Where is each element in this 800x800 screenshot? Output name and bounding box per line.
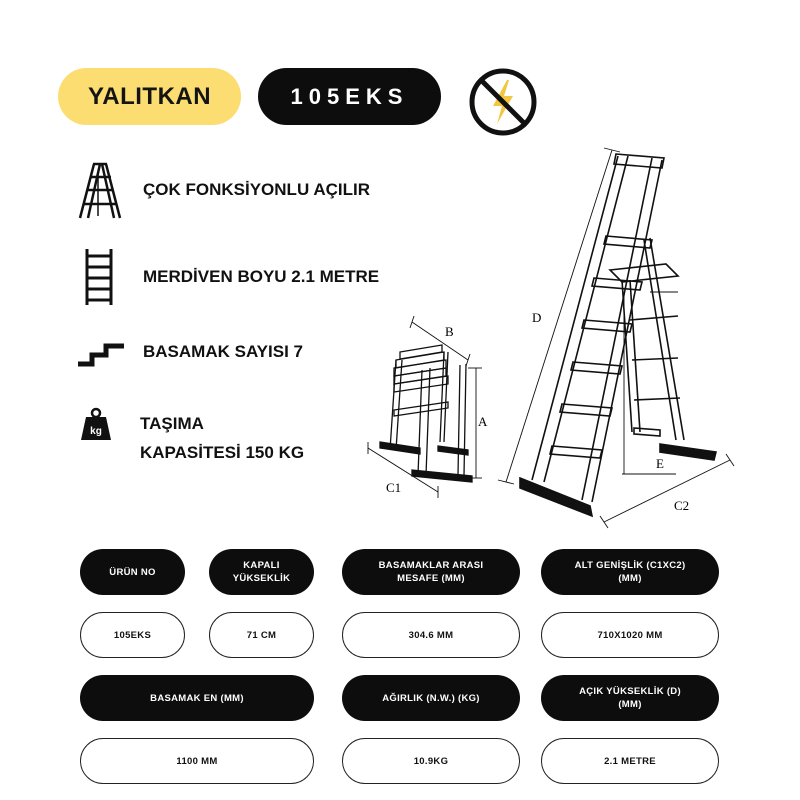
spec-header-open-height: AÇIK YÜKSEKLİK (D) (MM) [541, 675, 719, 721]
spec-value-step-distance: 304.6 MM [342, 612, 520, 658]
no-electricity-icon [467, 66, 539, 138]
stairs-icon [76, 337, 126, 367]
feature-step-count-text: BASAMAK SAYISI 7 [143, 342, 303, 361]
feature-capacity-line2: KAPASİTESİ 150 KG [140, 443, 305, 462]
ladder-dimension-diagram [360, 130, 780, 530]
ladder-icon [82, 247, 116, 307]
dimension-c1-label: C1 [386, 480, 402, 495]
model-badge [258, 68, 441, 125]
spec-header-base-width: ALT GENİŞLİK (C1XC2) (MM) [541, 549, 719, 595]
spec-value-step-width: 1100 MM [80, 738, 314, 784]
spec-header-step-distance: BASAMAKLAR ARASI MESAFE (MM) [342, 549, 520, 595]
spec-value-open-height: 2.1 METRE [541, 738, 719, 784]
weight-kg-label: kg [90, 426, 102, 437]
feature-multifunction-text: ÇOK FONKSİYONLU AÇILIR [143, 180, 370, 199]
feature-ladder-length-text: MERDİVEN BOYU 2.1 METRE [143, 267, 380, 286]
spec-header-closed-height: KAPALI YÜKSEKLİK [209, 549, 314, 595]
model-label: 105EKS [290, 83, 409, 109]
spec-header-product-no: ÜRÜN NO [80, 549, 185, 595]
dimension-b-line [410, 316, 470, 366]
spec-header-weight: AĞIRLIK (N.W.) (KG) [342, 675, 520, 721]
dimension-c2-label: C2 [674, 498, 690, 513]
dimension-e-label: E [656, 456, 664, 471]
spec-header-step-width: BASAMAK EN (MM) [80, 675, 314, 721]
a-frame-ladder-icon [76, 160, 122, 220]
dimension-d-label: D [532, 310, 542, 325]
spec-value-base-width: 710X1020 MM [541, 612, 719, 658]
weight-kg-icon [80, 407, 112, 441]
insulated-label: YALITKAN [87, 82, 212, 110]
dimension-a-label: A [478, 414, 488, 429]
open-ladder-drawing [520, 154, 716, 516]
dimension-b-label: B [445, 324, 454, 339]
feature-capacity-line1: TAŞIMA [140, 414, 204, 433]
insulated-badge [58, 68, 241, 125]
spec-value-product-no: 105EKS [80, 612, 185, 658]
spec-value-weight: 10.9KG [342, 738, 520, 784]
spec-value-closed-height: 71 CM [209, 612, 314, 658]
dimension-d-line [498, 148, 620, 484]
closed-ladder-drawing [380, 345, 472, 482]
dimension-c2-line [600, 454, 734, 528]
